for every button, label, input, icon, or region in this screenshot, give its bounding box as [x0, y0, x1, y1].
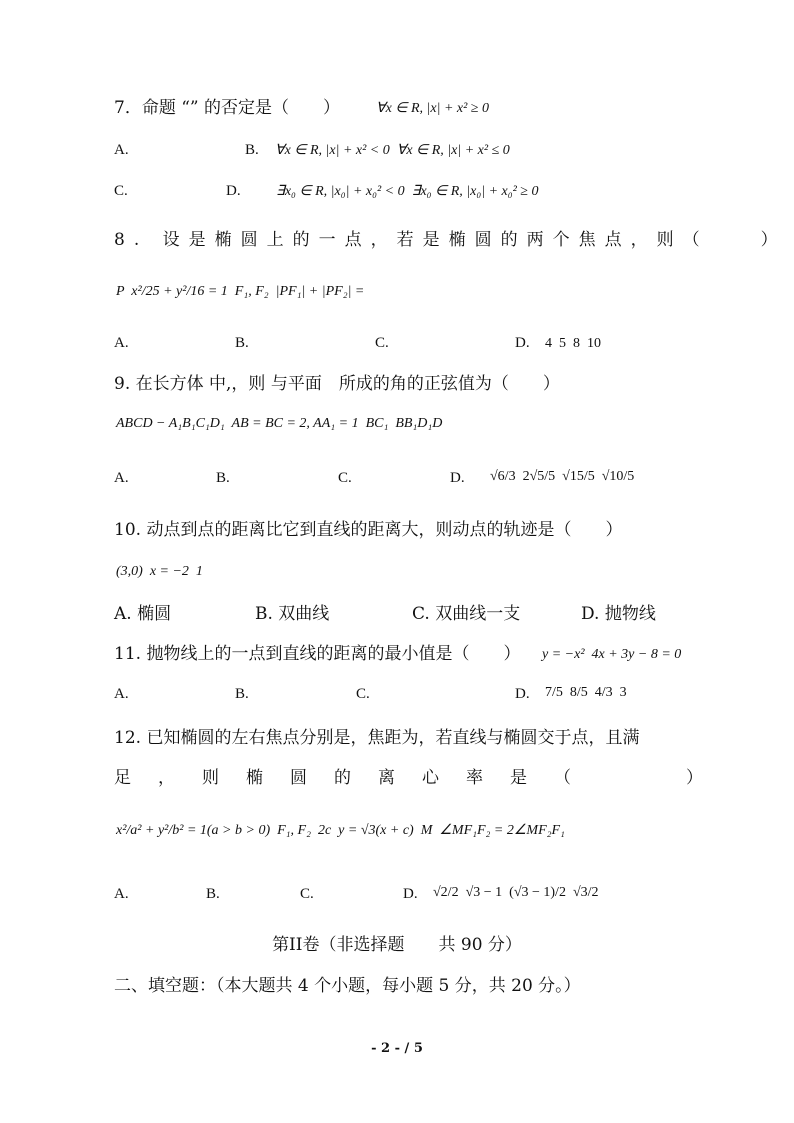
q8-stem: 8. 设是椭圆上的一点，若是椭圆的两个焦点，则（ ） [114, 230, 787, 250]
q10-option-b: B. 双曲线 [255, 604, 330, 624]
q9-math: ABCD − A₁B₁C₁D₁ AB = BC = 2, AA₁ = 1 BC₁ BB₁D₁D [116, 416, 443, 431]
q7-option-d-math: ∃x₀ ∈ R, |x₀| + x₀² < 0 ∃x₀ ∈ R, |x₀| + x₀² ≥ 0 [276, 184, 539, 199]
q9-answer-values: √6/3 2√5/5 √15/5 √10/5 [490, 469, 635, 484]
q8-math: P x²/25 + y²/16 = 1 F₁, F₂ |PF₁| + |PF₂| = [116, 284, 365, 299]
q12-option-a: A. [114, 886, 129, 902]
section-header: 第II卷（非选择题 共 90 分） [272, 935, 522, 955]
q8-answer-values: 4 5 8 10 [545, 336, 601, 351]
q8-option-a: A. [114, 335, 129, 351]
q9-option-d: D. [450, 470, 465, 486]
q12-option-b: B. [206, 886, 220, 902]
q10-option-a: A. 椭圆 [114, 604, 172, 624]
q11-option-b: B. [235, 686, 249, 702]
q10-math: (3,0) x = −2 1 [116, 564, 203, 579]
q11-math: y = −x² 4x + 3y − 8 = 0 [542, 647, 682, 662]
page-number: - 2 - / 5 [371, 1041, 423, 1056]
q9-stem: 9. 在长方体 中,，则 与平面 所成的角的正弦值为（ ） [114, 374, 560, 394]
q7-option-b: B. [245, 142, 259, 158]
q11-stem: 11. 抛物线上的一点到直线的距离的最小值是（ ） [114, 644, 521, 664]
q11-option-a: A. [114, 686, 129, 702]
q7-option-c: C. [114, 183, 128, 199]
q10-option-c: C. 双曲线一支 [412, 604, 521, 624]
q12-option-c: C. [300, 886, 314, 902]
q11-option-d: D. [515, 686, 530, 702]
q7-math: ∀x ∈ R, |x| + x² ≥ 0 [376, 101, 489, 116]
q7-option-d: D. [226, 183, 241, 199]
q11-answer-values: 7/5 8/5 4/3 3 [545, 685, 627, 700]
q9-option-a: A. [114, 470, 129, 486]
q12-stem-line1: 12. 已知椭圆的左右焦点分别是，焦距为，若直线与椭圆交于点，且满 [114, 728, 640, 748]
q12-option-d: D. [403, 886, 418, 902]
q7-option-b-math: ∀x ∈ R, |x| + x² < 0 ∀x ∈ R, |x| + x² ≤ 0 [275, 143, 510, 158]
q8-option-d: D. [515, 335, 530, 351]
q10-option-d: D. 抛物线 [581, 604, 656, 624]
q11-option-c: C. [356, 686, 370, 702]
q10-stem: 10. 动点到点的距离比它到直线的距离大，则动点的轨迹是（ ） [114, 520, 623, 540]
q12-stem-line2: 足，则椭圆的离心率是（ ） [114, 768, 730, 788]
q9-option-b: B. [216, 470, 230, 486]
q7-stem: 7．命题 “” 的否定是（ ） [114, 98, 341, 118]
section-two-heading: 二、填空题：（本大题共 4 个小题，每小题 5 分，共 20 分。） [114, 976, 581, 996]
q12-math: x²/a² + y²/b² = 1(a > b > 0) F₁, F₂ 2c y = √3(x + c) M ∠MF₁F₂ = 2∠MF₂F₁ [116, 823, 565, 838]
q12-answer-values: √2/2 √3 − 1 (√3 − 1)/2 √3/2 [433, 885, 599, 900]
q8-option-b: B. [235, 335, 249, 351]
q8-option-c: C. [375, 335, 389, 351]
q9-option-c: C. [338, 470, 352, 486]
q7-option-a: A. [114, 142, 129, 158]
